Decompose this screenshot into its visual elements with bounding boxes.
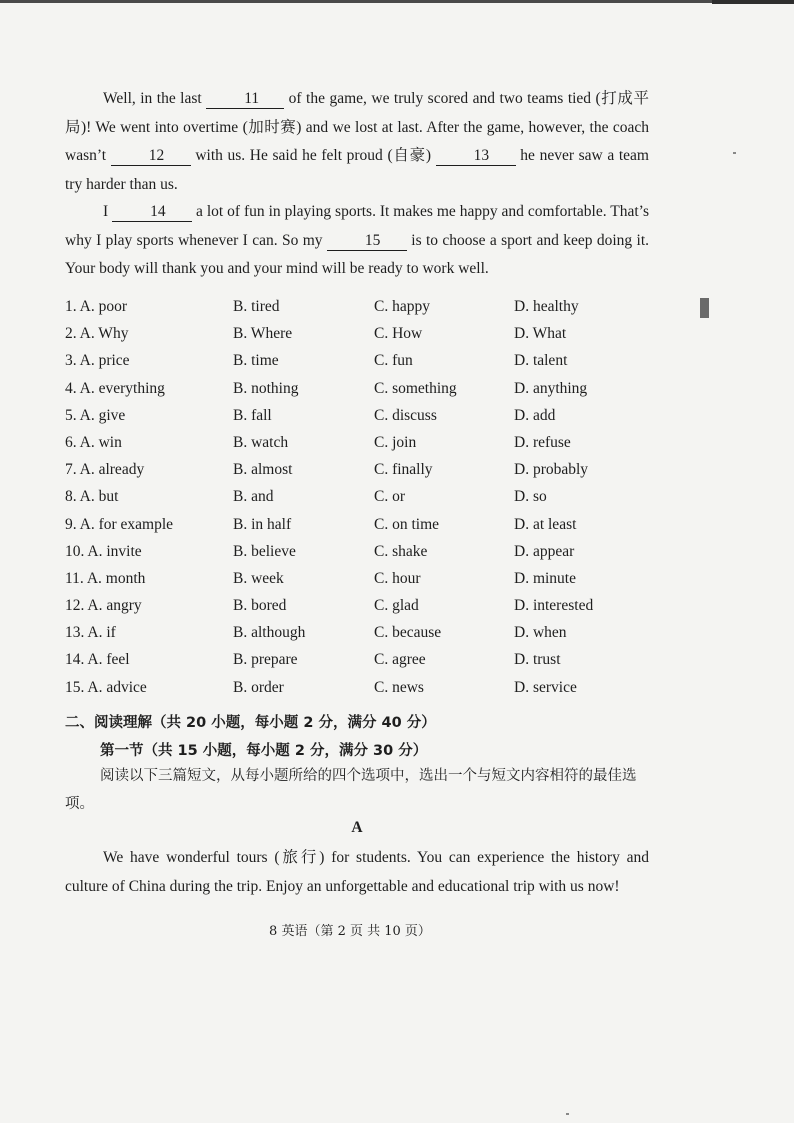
option-c: C. on time	[374, 515, 440, 533]
option-d: D. healthy	[514, 298, 579, 315]
option-d: D. probably	[514, 461, 589, 479]
option-b: B. fall	[233, 406, 272, 424]
option-c: C. news	[374, 678, 424, 696]
option-c: C. agree	[374, 651, 426, 669]
option-a: 12. A. angry	[65, 597, 142, 615]
option-b: B. watch	[233, 433, 289, 451]
option-a: 4. A. everything	[65, 379, 165, 397]
page-footer: 8 英语（第 2 页 共 10 页）	[269, 924, 431, 939]
option-b: B. although	[233, 624, 306, 642]
option-d: D. at least	[514, 515, 577, 533]
blank-14: 14	[112, 203, 192, 222]
option-c: C. because	[374, 624, 442, 642]
blank-13: 13	[436, 147, 516, 166]
option-c: C. happy	[374, 298, 430, 315]
option-c: C. fun	[374, 352, 413, 370]
passage-a-intro: We have wonderful tours (旅行) for students. You can experience the history and culture of China during the trip. Enjoy an unforgettable and educational trip with us now!	[65, 849, 649, 895]
option-d: D. What	[514, 325, 567, 343]
option-c: C. glad	[374, 597, 419, 615]
option-d: D. add	[514, 406, 556, 424]
part-title: 第一节（共 15 小题，每小题 2 分，满分 30 分）	[100, 743, 428, 759]
option-a: 5. A. give	[65, 406, 126, 424]
option-a: 11. A. month	[65, 569, 146, 587]
option-c: C. How	[374, 325, 423, 343]
option-d: D. anything	[514, 379, 588, 397]
option-b: B. and	[233, 488, 274, 506]
passage-letter: A	[351, 819, 363, 836]
option-b: B. bored	[233, 597, 287, 615]
option-a: 7. A. already	[65, 461, 145, 479]
option-b: B. prepare	[233, 651, 298, 669]
option-a: 1. A. poor	[65, 298, 127, 315]
option-a: 3. A. price	[65, 352, 130, 370]
option-b: B. week	[233, 569, 284, 587]
section-title: 二、阅读理解（共 20 小题，每小题 2 分，满分 40 分）	[65, 715, 436, 731]
option-b: B. Where	[233, 325, 293, 343]
scan-mark	[700, 298, 709, 318]
option-d: D. so	[514, 488, 547, 506]
option-d: D. minute	[514, 569, 576, 587]
option-a: 8. A. but	[65, 488, 119, 506]
blank-12: 12	[111, 147, 191, 166]
option-b: B. order	[233, 678, 284, 696]
option-d: D. service	[514, 678, 577, 696]
option-a: 14. A. feel	[65, 651, 130, 669]
option-c: C. join	[374, 433, 417, 451]
option-a: 13. A. if	[65, 624, 116, 642]
option-d: D. interested	[514, 597, 594, 615]
option-d: D. talent	[514, 352, 568, 370]
instructions: 阅读以下三篇短文，从每小题所给的四个选项中，选出一个与短文内容相符的最佳选项。	[65, 768, 637, 812]
option-d: D. trust	[514, 651, 561, 669]
option-b: B. almost	[233, 461, 293, 479]
option-b: B. time	[233, 352, 279, 370]
passage-paragraph-2: I 14 a lot of fun in playing sports. It makes me happy and comfortable. That’s why I play sports whenever I can. So my 15 is to choose a sport and keep doing it. Your body will thank you and your mind will be ready to work well.	[65, 203, 650, 277]
blank-11: 11	[206, 90, 284, 109]
option-b: B. believe	[233, 542, 296, 560]
option-a: 10. A. invite	[65, 542, 142, 560]
option-a: 9. A. for example	[65, 515, 174, 533]
option-c: C. discuss	[374, 406, 437, 424]
option-a: 6. A. win	[65, 433, 122, 451]
option-c: C. shake	[374, 542, 428, 560]
option-c: C. or	[374, 488, 405, 506]
passage-paragraph-1: Well, in the last 11 of the game, we truly scored and two teams tied (打成平局)! We went into overtime (加时赛) and we lost at last. After the game, however, the coach wasn’t 12 with us. He said he felt proud (自豪) 13 he never saw a team try harder than us.	[65, 90, 649, 193]
option-c: C. something	[374, 379, 457, 397]
scan-edge	[0, 0, 794, 3]
option-b: B. nothing	[233, 379, 299, 397]
option-b: B. in half	[233, 515, 292, 533]
option-a: 2. A. Why	[65, 325, 129, 343]
option-a: 15. A. advice	[65, 678, 147, 696]
scan-edge-dark	[712, 0, 794, 4]
scan-speck	[566, 1113, 569, 1115]
option-c: C. finally	[374, 461, 433, 479]
option-d: D. refuse	[514, 433, 571, 451]
option-c: C. hour	[374, 569, 421, 587]
scan-speck	[733, 152, 736, 154]
option-d: D. appear	[514, 542, 575, 560]
option-d: D. when	[514, 624, 567, 642]
option-b: B. tired	[233, 298, 280, 315]
blank-15: 15	[327, 232, 407, 251]
